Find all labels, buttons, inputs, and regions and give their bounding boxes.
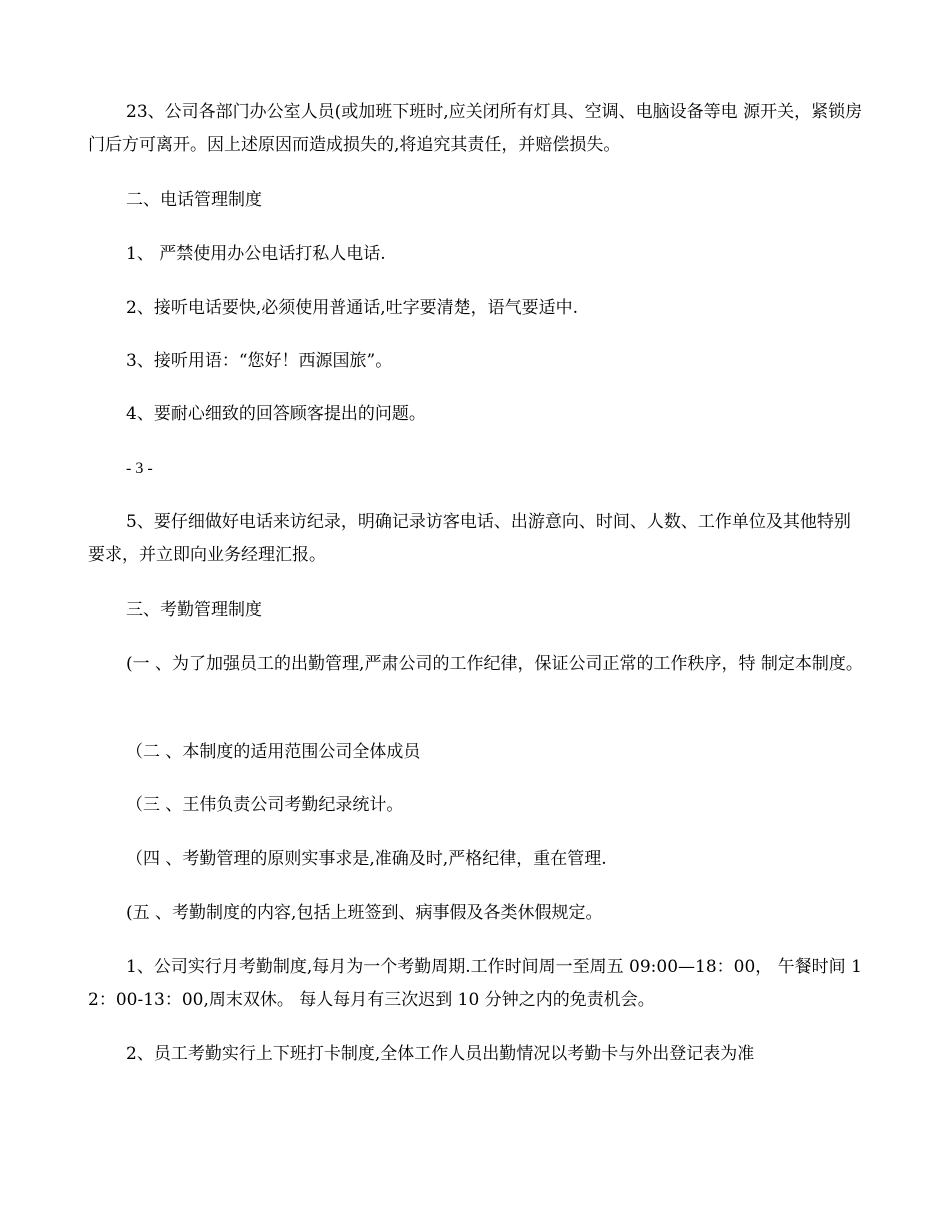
paragraph-attendance-rule-2: 2、员工考勤实行上下班打卡制度,全体工作人员出勤情况以考勤卡与外出登记表为准 [126, 1044, 755, 1064]
paragraph-attendance-3: （三 、王伟负责公司考勤纪录统计。 [126, 795, 404, 815]
page-number: - 3 - [126, 460, 153, 477]
section-heading-attendance: 三、考勤管理制度 [126, 600, 262, 620]
paragraph-phone-3: 3、接听用语：“您好！西源国旅”。 [126, 351, 393, 371]
paragraph-attendance-rule-1: 1、公司实行月考勤制度,每月为一个考勤周期.工作时间周一至周五 09:00—18：00， 午餐时间 12：00-13：00,周末双休。 每人每月有三次迟到 10 分钟之内的免责机会。 [88, 957, 862, 1010]
paragraph-attendance-1: (一 、为了加强员工的出勤管理,严肃公司的工作纪律，保证公司正常的工作秩序，特 制定本制度。 [126, 654, 863, 674]
paragraph-attendance-5: (五 、考勤制度的内容,包括上班签到、病事假及各类休假规定。 [126, 903, 603, 923]
paragraph-attendance-2: （二 、本制度的适用范围公司全体成员 [126, 742, 421, 762]
paragraph-phone-1: 1、 严禁使用办公电话打私人电话. [126, 244, 386, 264]
paragraph-phone-4: 4、要耐心细致的回答顾客提出的问题。 [126, 404, 426, 424]
section-heading-phone: 二、电话管理制度 [126, 190, 262, 210]
paragraph-phone-5: 5、要仔细做好电话来访纪录，明确记录访客电话、出游意向、时间、人数、工作单位及其他特别要求，并立即向业务经理汇报。 [88, 512, 851, 565]
paragraph-phone-2: 2、接听电话要快,必须使用普通话,吐字要清楚，语气要适中. [126, 298, 579, 318]
paragraph-attendance-4: （四 、考勤管理的原则实事求是,准确及时,严格纪律，重在管理. [126, 849, 607, 869]
paragraph-item-23: 23、公司各部门办公室人员(或加班下班时,应关闭所有灯具、空调、电脑设备等电 源开关，紧锁房门后方可离开。因上述原因而造成损失的,将追究其责任，并赔偿损失。 [88, 102, 863, 155]
